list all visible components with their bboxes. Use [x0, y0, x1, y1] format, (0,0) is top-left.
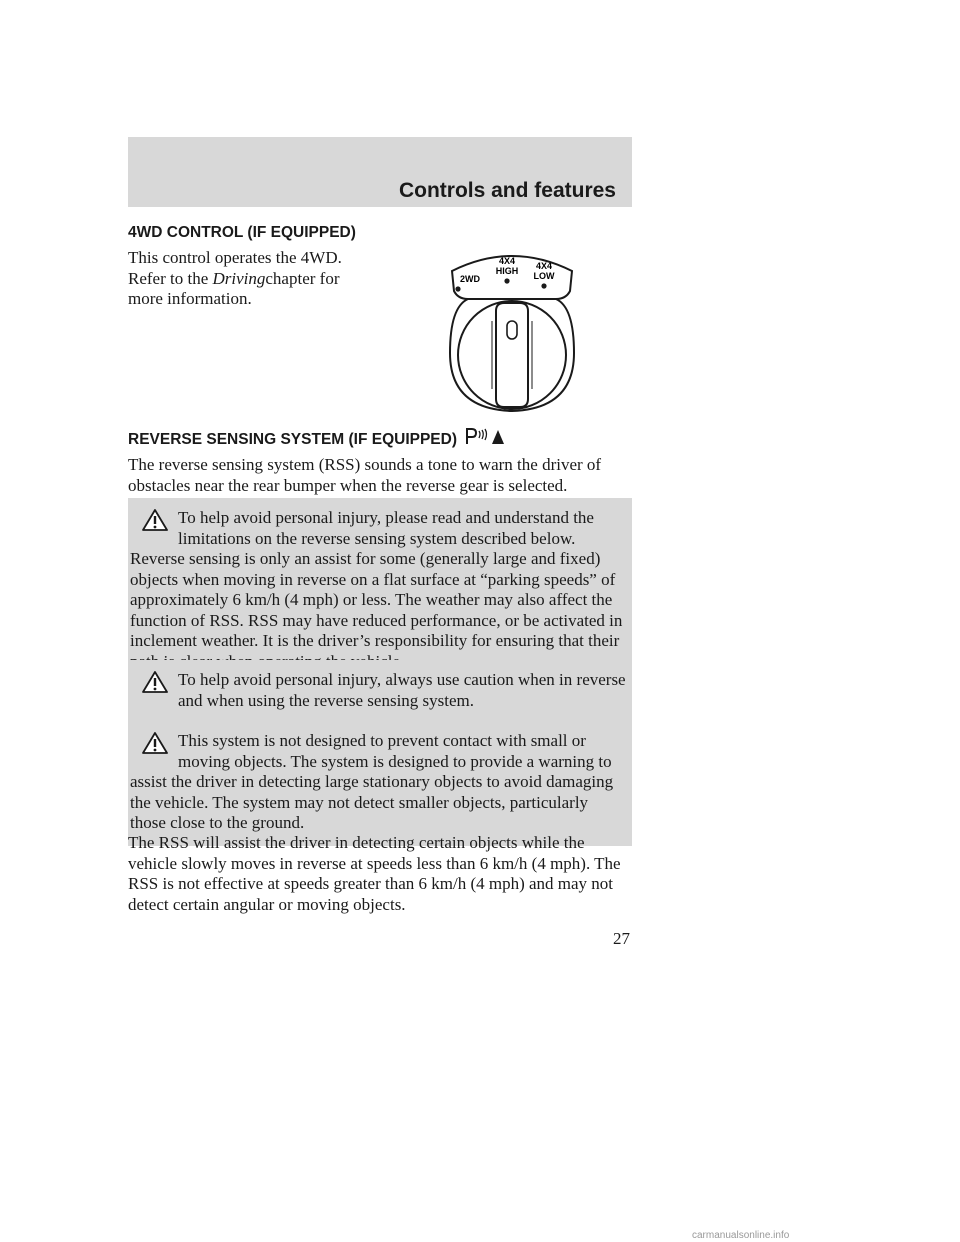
- page-number: 27: [613, 929, 630, 948]
- dial-label-4x4-low-bottom: LOW: [533, 271, 555, 281]
- heading-4wd-control: 4WD CONTROL (IF EQUIPPED): [128, 224, 356, 241]
- dial-label-4x4-low-top: 4X4: [535, 261, 553, 271]
- caution-text-1: To help avoid personal injury, please read and understand the limitations on the reverse sensing system described below. Reverse sensing is only an assist for some (generally large and fixed) objects when moving in reverse on a flat surface at “parking speeds” of approximately 6 km/h (4 mph) or less. The weather may also affect the function of RSS. RSS may have reduced performance, or be activated in inclement weather. It is the driver’s responsibility for ensuring that their: [130, 508, 623, 650]
- caution-box-3: [128, 721, 632, 846]
- 4wd-line-3: more information.: [128, 289, 252, 308]
- warning-triangle-icon: [142, 670, 168, 694]
- paragraph-4wd-description: [128, 248, 428, 310]
- warning-triangle-icon: [142, 508, 168, 532]
- header-bar: [128, 137, 632, 207]
- caution-box-2: [128, 660, 632, 723]
- reverse-sensing-icon: [464, 426, 506, 446]
- warning-triangle-icon: [142, 731, 168, 755]
- footer-watermark: carmanualsonline.info: [692, 1230, 790, 1241]
- heading-reverse-sensing: REVERSE SENSING SYSTEM (IF EQUIPPED): [128, 431, 458, 448]
- page-section-title: Controls and features: [398, 179, 616, 202]
- dial-label-4x4-high-bottom: HIGH: [495, 266, 519, 276]
- 4wd-line-1: This control operates the 4WD.: [128, 248, 342, 267]
- paragraph-rss-closing: The RSS will assist the driver in detecting certain objects while the vehicle slowly moves in reverse at speeds less than 6 km/h (4 mph). The RSS is not effective at speeds greater than 6 km/h (4 mph) and may not detect certain angular or moving objects.: [128, 833, 621, 914]
- 4wd-dial-icon: [446, 249, 578, 413]
- dial-label-2wd: 2WD: [460, 274, 480, 284]
- caution-text-2: To help avoid personal injury, always use caution when in reverse and when using the reverse sensing system.: [178, 670, 626, 710]
- paragraph-rss-intro: The reverse sensing system (RSS) sounds a tone to warn the driver of obstacles near the rear bumper when the reverse gear is selected.: [128, 455, 602, 495]
- dial-label-4x4-high-top: 4X4: [498, 256, 516, 266]
- 4wd-line-2: Refer to the Drivingchapter for: [128, 268, 340, 288]
- driving-chapter-ref: Driving: [212, 268, 266, 288]
- caution-box-1: [128, 498, 632, 684]
- caution-text-3: This system is not designed to prevent contact with small or moving objects. The system is designed to provide a warning to assist the driver in detecting large stationary objects to avoid damaging the vehicle. The system may not detect smaller objects, particularly those close to the ground.: [130, 731, 614, 832]
